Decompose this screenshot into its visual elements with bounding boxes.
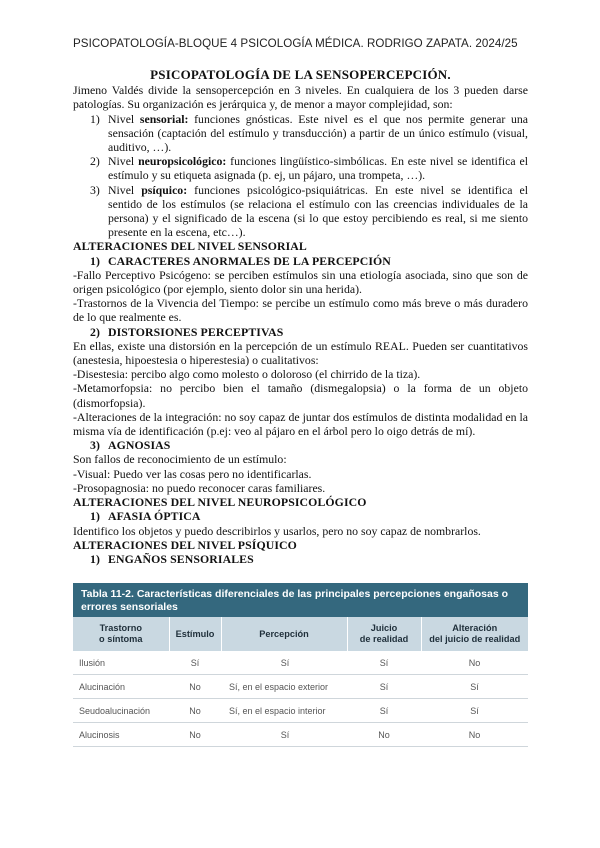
subheading-text: ENGAÑOS SENSORIALES [108,551,254,566]
table-cell: Sí [347,675,421,699]
subheading-text: DISTORSIONES PERCEPTIVAS [108,324,284,339]
level-description: funciones psicológico-psiquiátricas. En este nivel se identifica el sentido de los estímulos (se relaciona el estímulo con las creencias individuales de la persona) y el significado de la escena (si lo que estoy percibiendo es real, si me siento presente en la escena, etc…). [108,182,528,240]
list-number: 2) [90,154,100,169]
header-text: Alteración del juicio de realidad [429,623,521,644]
table-cell: No [421,651,528,675]
table-caption: Tabla 11-2. Características diferenciales de las principales percepciones engañosas o errores sensoriales [73,583,528,617]
table-figure [73,583,528,747]
table-row [73,675,528,699]
paragraph: En ellas, existe una distorsión en la percepción de un estímulo REAL. Pueden ser cuantitativos (anestesia, hipoestesia o hiperestesia) o cualitativos: [73,338,528,368]
level-name: sensorial: [139,111,189,126]
table-cell: Sí, en el espacio interior [221,699,347,723]
level-prefix: Nivel [108,111,140,126]
section-heading-sensorial: ALTERACIONES DEL NIVEL SENSORIAL [73,239,307,254]
level-description: funciones lingüístico-simbólicas. En este nivel se identifica el estímulo y su etiqueta asignada (p. ej, un pájaro, una trompeta, …). [108,154,528,183]
subheading-number: 3) [90,438,101,453]
column-header [221,617,347,651]
level-name: neuropsicológico: [138,154,227,169]
subheading-text: CARACTERES ANORMALES DE LA PERCEPCIÓN [108,253,391,268]
intro-paragraph: Jimeno Valdés divide la sensopercepción en 3 niveles. En cualquiera de los 3 pueden darse patologías. Su organización es jerárquica y, de menor a mayor complejidad, son: [73,83,528,112]
subheading-afasia [90,509,528,523]
subheading-enganos [90,552,528,566]
subheading-distorsiones [90,325,528,339]
column-header [421,617,528,651]
table-cell: Sí [421,699,528,723]
subheading-text: AFASIA ÓPTICA [108,509,201,524]
paragraph: -Visual: Puedo ver las cosas pero no identificarlas. [73,466,312,481]
table-header-row [73,617,528,651]
table-cell: No [347,723,421,747]
table-cell: Sí [347,699,421,723]
header-text: Trastorno o síntoma [99,623,143,644]
level-prefix: Nivel [108,154,139,169]
subheading-number: 1) [90,509,101,524]
level-prefix: Nivel [108,182,142,197]
paragraph: -Fallo Perceptivo Psicógeno: se perciben estímulos sin una etiología asociada, sino que son de origen psicológico (por ejemplo, siento dolor sin una herida). [73,267,528,297]
table-cell: Sí [347,651,421,675]
column-header [73,617,169,651]
subheading-number: 2) [90,324,101,339]
table-cell: Seudoalucinación [73,699,169,723]
section-heading-neuropsicologico: ALTERACIONES DEL NIVEL NEUROPSICOLÓGICO [73,495,367,510]
subheading-caracteres [90,254,528,268]
table-cell: Sí [221,723,347,747]
document-body [73,68,528,566]
table-cell: Sí [421,675,528,699]
paragraph: Son fallos de reconocimiento de un estímulo: [73,452,287,467]
table-row [73,699,528,723]
list-number: 3) [90,182,100,197]
levels-list [73,112,528,240]
level-name: psíquico: [141,182,188,197]
table-cell: Alucinosis [73,723,169,747]
subheading-number: 1) [90,253,101,268]
table-cell: No [169,675,221,699]
table-row [73,723,528,747]
list-item [73,112,528,155]
running-header: PSICOPATOLOGÍA-BLOQUE 4 PSICOLOGÍA MÉDICA. RODRIGO ZAPATA. 2024/25 [73,37,518,50]
paragraph: -Metamorfopsia: no percibo bien el tamaño (dismegalopsia) o la forma de un objeto (dismorfopsia). [73,381,528,410]
table-cell: Ilusión [73,651,169,675]
level-description: funciones gnósticas. Este nivel es el que nos permite generar una sensación (captación del estímulo y transducción) a partir de un único estímulo (visual, auditivo, …). [108,111,528,155]
paragraph: Identifico los objetos y puedo describirlos y usarlos, pero no soy capaz de nombrarlos. [73,523,481,538]
header-text: Estímulo [175,628,215,639]
table-cell: No [169,699,221,723]
column-header [347,617,421,651]
table-cell: Sí [169,651,221,675]
table-cell: Alucinación [73,675,169,699]
table-row [73,651,528,675]
paragraph: -Trastornos de la Vivencia del Tiempo: se percibe un estímulo como más breve o más duradero de lo que realmente es. [73,296,528,325]
sensory-errors-table [73,617,528,747]
subheading-text: AGNOSIAS [108,438,171,453]
table-cell: No [421,723,528,747]
column-header [169,617,221,651]
header-text: Percepción [259,628,309,639]
subheading-agnosias [90,438,528,452]
header-text: Juicio de realidad [359,623,409,644]
table-cell: Sí, en el espacio exterior [221,675,347,699]
document-title: PSICOPATOLOGÍA DE LA SENSOPERCEPCIÓN. [150,67,451,82]
list-number: 1) [90,111,100,126]
paragraph: -Alteraciones de la integración: no soy capaz de juntar dos estímulos de distinta modalidad en la misma vía de identificación (p.ej: veo al pájaro en el árbol pero lo oigo detrás de mí). [73,409,528,439]
table-cell: No [169,723,221,747]
list-item [73,154,528,182]
section-heading-psiquico: ALTERACIONES DEL NIVEL PSÍQUICO [73,537,297,552]
table-cell: Sí [221,651,347,675]
paragraph: -Disestesia: percibo algo como molesto o doloroso (el chirrido de la tiza). [73,367,421,382]
paragraph: -Prosopagnosia: no puedo reconocer caras familiares. [73,480,326,495]
subheading-number: 1) [90,551,101,566]
list-item [73,183,528,240]
